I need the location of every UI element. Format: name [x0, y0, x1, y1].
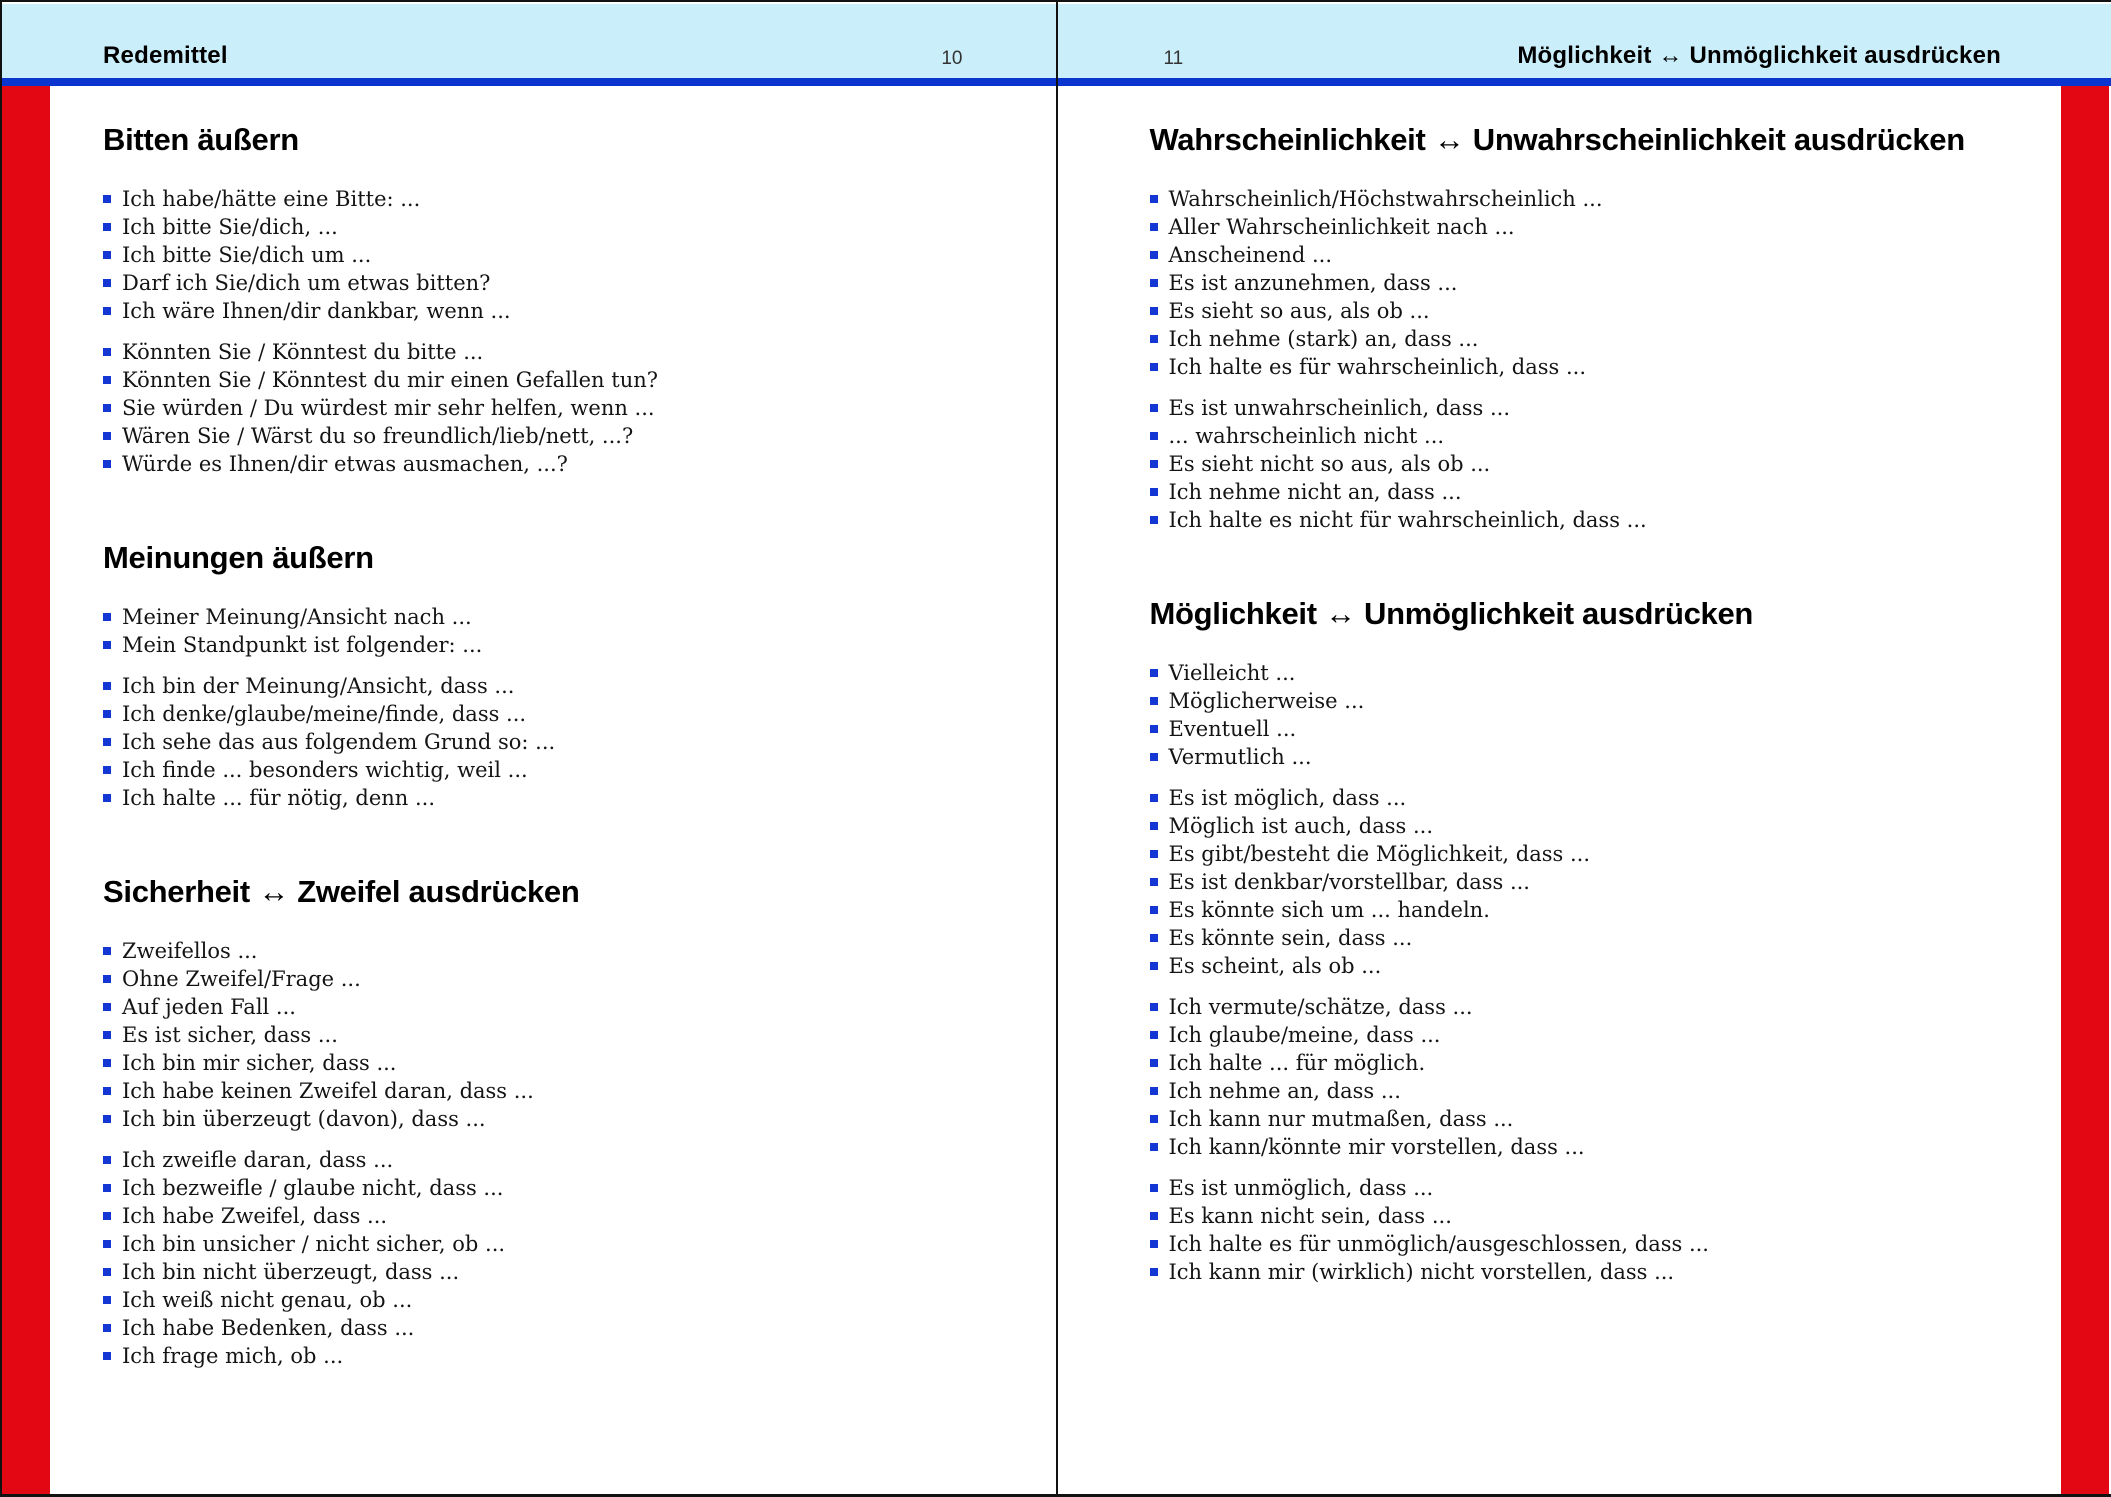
phrase-text: Es kann nicht sein, dass ...: [1168, 1204, 1452, 1228]
square-bullet-icon: [1150, 906, 1158, 914]
square-bullet-icon: [103, 975, 111, 983]
square-bullet-icon: [103, 404, 111, 412]
phrase-text: Ich bin überzeugt (davon), dass ...: [122, 1107, 486, 1131]
phrase-text: Ich vermute/schätze, dass ...: [1168, 995, 1473, 1019]
section-wahrscheinlichkeit: [1150, 124, 2072, 534]
phrase-text: Es sieht so aus, als ob ...: [1168, 299, 1430, 323]
phrase-text: Es ist unwahrscheinlich, dass ...: [1168, 396, 1511, 420]
phrase-text: Vielleicht ...: [1168, 661, 1296, 685]
phrase-text: Ich weiß nicht genau, ob ...: [122, 1288, 413, 1312]
phrase-text: Eventuell ...: [1168, 717, 1297, 741]
phrase-text: Ich sehe das aus folgendem Grund so: ...: [122, 730, 556, 754]
list-item: [103, 1314, 1016, 1342]
phrase-group: [1150, 394, 2072, 534]
square-bullet-icon: [103, 641, 111, 649]
phrase-text: Ich halte ... für möglich.: [1168, 1051, 1426, 1075]
phrase-text: Ich bitte Sie/dich, ...: [122, 215, 338, 239]
square-bullet-icon: [103, 279, 111, 287]
list-item: [1150, 450, 2072, 478]
phrase-text: Könnten Sie / Könntest du bitte ...: [122, 340, 484, 364]
square-bullet-icon: [1150, 1143, 1158, 1151]
list-item: [1150, 1174, 2072, 1202]
list-item: [1150, 241, 2072, 269]
page-right: [1058, 2, 2111, 1494]
square-bullet-icon: [1150, 460, 1158, 468]
phrase-group: [1150, 993, 2072, 1161]
square-bullet-icon: [1150, 697, 1158, 705]
square-bullet-icon: [103, 682, 111, 690]
square-bullet-icon: [103, 1031, 111, 1039]
phrase-group: [103, 603, 1016, 659]
phrase-text: Ich habe/hätte eine Bitte: ...: [122, 187, 421, 211]
list-item: [1150, 1105, 2072, 1133]
square-bullet-icon: [103, 1156, 111, 1164]
square-bullet-icon: [1150, 1184, 1158, 1192]
phrase-text: Zweifellos ...: [122, 939, 258, 963]
phrase-text: Ich halte es für wahrscheinlich, dass ...: [1168, 355, 1587, 379]
list-item: [103, 672, 1016, 700]
square-bullet-icon: [103, 766, 111, 774]
list-item: [103, 631, 1016, 659]
square-bullet-icon: [1150, 822, 1158, 830]
square-bullet-icon: [103, 307, 111, 315]
square-bullet-icon: [103, 1240, 111, 1248]
list-item: [103, 728, 1016, 756]
list-item: [103, 1230, 1016, 1258]
page-header-band: [1058, 4, 2111, 86]
phrase-text: Es ist anzunehmen, dass ...: [1168, 271, 1458, 295]
section-title: Bitten äußern: [103, 122, 299, 157]
square-bullet-icon: [103, 794, 111, 802]
section-title: Meinungen äußern: [103, 540, 374, 575]
phrase-text: Ich nehme (stark) an, dass ...: [1168, 327, 1479, 351]
phrase-text: Anscheinend ...: [1168, 243, 1333, 267]
list-item: [103, 338, 1016, 366]
list-item: [1150, 422, 2072, 450]
phrase-group: [1150, 185, 2072, 381]
list-item: [103, 1258, 1016, 1286]
list-item: [1150, 715, 2072, 743]
square-bullet-icon: [1150, 363, 1158, 371]
square-bullet-icon: [1150, 962, 1158, 970]
page-number: 10: [941, 48, 963, 69]
square-bullet-icon: [1150, 1003, 1158, 1011]
phrase-text: Ich zweifle daran, dass ...: [122, 1148, 394, 1172]
phrase-group: [103, 672, 1016, 812]
list-item: [1150, 687, 2072, 715]
phrase-text: Ich halte es nicht für wahrscheinlich, dass ...: [1168, 508, 1647, 532]
list-item: [1150, 185, 2072, 213]
list-item: [103, 394, 1016, 422]
square-bullet-icon: [103, 1268, 111, 1276]
page-number: 11: [1163, 48, 1184, 69]
list-item: [103, 450, 1016, 478]
phrase-text: Ich bin der Meinung/Ansicht, dass ...: [122, 674, 515, 698]
square-bullet-icon: [103, 710, 111, 718]
list-item: [1150, 743, 2072, 771]
list-item: [1150, 993, 2072, 1021]
square-bullet-icon: [103, 432, 111, 440]
list-item: [103, 269, 1016, 297]
square-bullet-icon: [1150, 934, 1158, 942]
phrase-group: [1150, 1174, 2072, 1286]
list-item: [103, 1077, 1016, 1105]
list-item: [1150, 1077, 2072, 1105]
list-item: [103, 1105, 1016, 1133]
square-bullet-icon: [1150, 1031, 1158, 1039]
list-item: [103, 213, 1016, 241]
phrase-text: Ich halte ... für nötig, denn ...: [122, 786, 436, 810]
section-meinungen-aeussern: [103, 542, 1016, 812]
square-bullet-icon: [1150, 432, 1158, 440]
phrase-text: Vermutlich ...: [1168, 745, 1312, 769]
list-item: [103, 1049, 1016, 1077]
square-bullet-icon: [1150, 223, 1158, 231]
list-item: [103, 1021, 1016, 1049]
square-bullet-icon: [103, 376, 111, 384]
square-bullet-icon: [103, 223, 111, 231]
phrase-group: [103, 937, 1016, 1133]
square-bullet-icon: [103, 738, 111, 746]
page-title: Möglichkeit ↔ Unmöglichkeit ausdrücken: [1517, 42, 2001, 69]
square-bullet-icon: [1150, 725, 1158, 733]
list-item: [1150, 269, 2072, 297]
phrase-text: Ich bin mir sicher, dass ...: [122, 1051, 397, 1075]
list-item: [103, 965, 1016, 993]
phrase-text: Es ist möglich, dass ...: [1168, 786, 1407, 810]
square-bullet-icon: [103, 1296, 111, 1304]
square-bullet-icon: [103, 1324, 111, 1332]
square-bullet-icon: [103, 348, 111, 356]
square-bullet-icon: [1150, 251, 1158, 259]
square-bullet-icon: [103, 613, 111, 621]
phrase-text: Ich bin nicht überzeugt, dass ...: [122, 1260, 460, 1284]
list-item: [103, 1146, 1016, 1174]
phrase-text: Meiner Meinung/Ansicht nach ...: [122, 605, 472, 629]
square-bullet-icon: [1150, 1059, 1158, 1067]
section-title: Sicherheit ↔ Zweifel ausdrücken: [103, 874, 580, 909]
phrase-group: [103, 185, 1016, 325]
square-bullet-icon: [1150, 1268, 1158, 1276]
phrase-text: Ich frage mich, ob ...: [122, 1344, 344, 1368]
list-item: [103, 937, 1016, 965]
section-title: Wahrscheinlichkeit ↔ Unwahrscheinlichkeit ausdrücken: [1149, 122, 1965, 157]
list-item: [103, 1202, 1016, 1230]
phrase-text: Es ist denkbar/vorstellbar, dass ...: [1168, 870, 1530, 894]
list-item: [1150, 659, 2072, 687]
square-bullet-icon: [1150, 307, 1158, 315]
phrase-text: Ich nehme an, dass ...: [1168, 1079, 1401, 1103]
phrase-text: Es ist sicher, dass ...: [122, 1023, 338, 1047]
phrase-group: [1150, 784, 2072, 980]
list-item: [1150, 213, 2072, 241]
list-item: [1150, 1021, 2072, 1049]
phrase-text: Aller Wahrscheinlichkeit nach ...: [1168, 215, 1515, 239]
square-bullet-icon: [1150, 794, 1158, 802]
list-item: [103, 366, 1016, 394]
square-bullet-icon: [1150, 279, 1158, 287]
phrase-text: Auf jeden Fall ...: [122, 995, 296, 1019]
square-bullet-icon: [1150, 1212, 1158, 1220]
page-left: [2, 2, 1056, 1494]
phrase-text: Ich bitte Sie/dich um ...: [122, 243, 372, 267]
square-bullet-icon: [103, 1352, 111, 1360]
phrase-text: Ich habe keinen Zweifel daran, dass ...: [122, 1079, 534, 1103]
phrase-text: Ich glaube/meine, dass ...: [1168, 1023, 1441, 1047]
phrase-text: Es ist unmöglich, dass ...: [1168, 1176, 1434, 1200]
square-bullet-icon: [1150, 850, 1158, 858]
phrase-text: Ohne Zweifel/Frage ...: [122, 967, 361, 991]
list-item: [1150, 924, 2072, 952]
list-item: [1150, 1202, 2072, 1230]
phrase-text: Sie würden / Du würdest mir sehr helfen, wenn ...: [122, 396, 655, 420]
phrase-text: ... wahrscheinlich nicht ...: [1168, 424, 1445, 448]
list-item: [1150, 1049, 2072, 1077]
list-item: [1150, 952, 2072, 980]
list-item: [1150, 784, 2072, 812]
list-item: [103, 241, 1016, 269]
square-bullet-icon: [1150, 1240, 1158, 1248]
square-bullet-icon: [1150, 488, 1158, 496]
phrase-text: Ich denke/glaube/meine/finde, dass ...: [122, 702, 527, 726]
list-item: [1150, 506, 2072, 534]
phrase-text: Wären Sie / Wärst du so freundlich/lieb/nett, ...?: [122, 424, 634, 448]
square-bullet-icon: [103, 1087, 111, 1095]
list-item: [1150, 1133, 2072, 1161]
square-bullet-icon: [1150, 669, 1158, 677]
square-bullet-icon: [103, 947, 111, 955]
list-item: [1150, 896, 2072, 924]
list-item: [103, 756, 1016, 784]
phrase-text: Könnten Sie / Könntest du mir einen Gefallen tun?: [122, 368, 659, 392]
list-item: [103, 185, 1016, 213]
square-bullet-icon: [103, 1003, 111, 1011]
phrase-text: Möglich ist auch, dass ...: [1168, 814, 1433, 838]
phrase-text: Ich bezweifle / glaube nicht, dass ...: [122, 1176, 504, 1200]
square-bullet-icon: [103, 251, 111, 259]
list-item: [1150, 840, 2072, 868]
square-bullet-icon: [103, 460, 111, 468]
phrase-text: Es könnte sich um ... handeln.: [1168, 898, 1490, 922]
square-bullet-icon: [103, 1115, 111, 1123]
square-bullet-icon: [103, 1212, 111, 1220]
list-item: [1150, 868, 2072, 896]
square-bullet-icon: [103, 1184, 111, 1192]
section-bitten-aeussern: [103, 124, 1016, 478]
phrase-text: Ich wäre Ihnen/dir dankbar, wenn ...: [122, 299, 511, 323]
list-item: [103, 1342, 1016, 1370]
square-bullet-icon: [1150, 753, 1158, 761]
phrase-text: Ich kann nur mutmaßen, dass ...: [1168, 1107, 1514, 1131]
list-item: [1150, 812, 2072, 840]
phrase-text: Ich kann mir (wirklich) nicht vorstellen, dass ...: [1168, 1260, 1675, 1284]
list-item: [1150, 394, 2072, 422]
phrase-text: Darf ich Sie/dich um etwas bitten?: [122, 271, 491, 295]
list-item: [103, 993, 1016, 1021]
page-header-band: [2, 4, 1056, 86]
square-bullet-icon: [1150, 404, 1158, 412]
phrase-text: Es gibt/besteht die Möglichkeit, dass ...: [1168, 842, 1590, 866]
list-item: [1150, 478, 2072, 506]
section-title: Möglichkeit ↔ Unmöglichkeit ausdrücken: [1149, 596, 1754, 631]
square-bullet-icon: [1150, 878, 1158, 886]
square-bullet-icon: [1150, 195, 1158, 203]
phrase-text: Ich habe Bedenken, dass ...: [122, 1316, 415, 1340]
phrase-text: Ich bin unsicher / nicht sicher, ob ...: [122, 1232, 506, 1256]
page-content: [1058, 86, 2111, 1286]
phrase-text: Mein Standpunkt ist folgender: ...: [122, 633, 483, 657]
list-item: [103, 297, 1016, 325]
page-content: [2, 86, 1056, 1370]
phrase-text: Es scheint, als ob ...: [1168, 954, 1382, 978]
phrase-group: [1150, 659, 2072, 771]
square-bullet-icon: [103, 1059, 111, 1067]
phrase-group: [103, 1146, 1016, 1370]
section-sicherheit-zweifel: [103, 876, 1016, 1370]
phrase-text: Möglicherweise ...: [1168, 689, 1365, 713]
phrase-text: Wahrscheinlich/Höchstwahrscheinlich ...: [1168, 187, 1603, 211]
phrase-text: Es könnte sein, dass ...: [1168, 926, 1413, 950]
phrase-text: Ich nehme nicht an, dass ...: [1168, 480, 1462, 504]
list-item: [103, 1286, 1016, 1314]
list-item: [1150, 1230, 2072, 1258]
page-title: Redemittel: [103, 42, 228, 69]
list-item: [1150, 325, 2072, 353]
phrase-text: Ich halte es für unmöglich/ausgeschlossen, dass ...: [1168, 1232, 1709, 1256]
list-item: [1150, 1258, 2072, 1286]
list-item: [1150, 353, 2072, 381]
square-bullet-icon: [1150, 1087, 1158, 1095]
phrase-text: Ich kann/könnte mir vorstellen, dass ...: [1168, 1135, 1585, 1159]
list-item: [103, 700, 1016, 728]
list-item: [103, 1174, 1016, 1202]
list-item: [103, 422, 1016, 450]
list-item: [103, 784, 1016, 812]
square-bullet-icon: [1150, 1115, 1158, 1123]
list-item: [103, 603, 1016, 631]
phrase-text: Ich habe Zweifel, dass ...: [122, 1204, 388, 1228]
section-moeglichkeit: [1150, 598, 2072, 1286]
phrase-text: Ich finde ... besonders wichtig, weil ...: [122, 758, 528, 782]
list-item: [1150, 297, 2072, 325]
phrase-text: Es sieht nicht so aus, als ob ...: [1168, 452, 1491, 476]
phrase-text: Würde es Ihnen/dir etwas ausmachen, ...?: [122, 452, 568, 476]
phrase-group: [103, 338, 1016, 478]
square-bullet-icon: [1150, 335, 1158, 343]
square-bullet-icon: [103, 195, 111, 203]
square-bullet-icon: [1150, 516, 1158, 524]
